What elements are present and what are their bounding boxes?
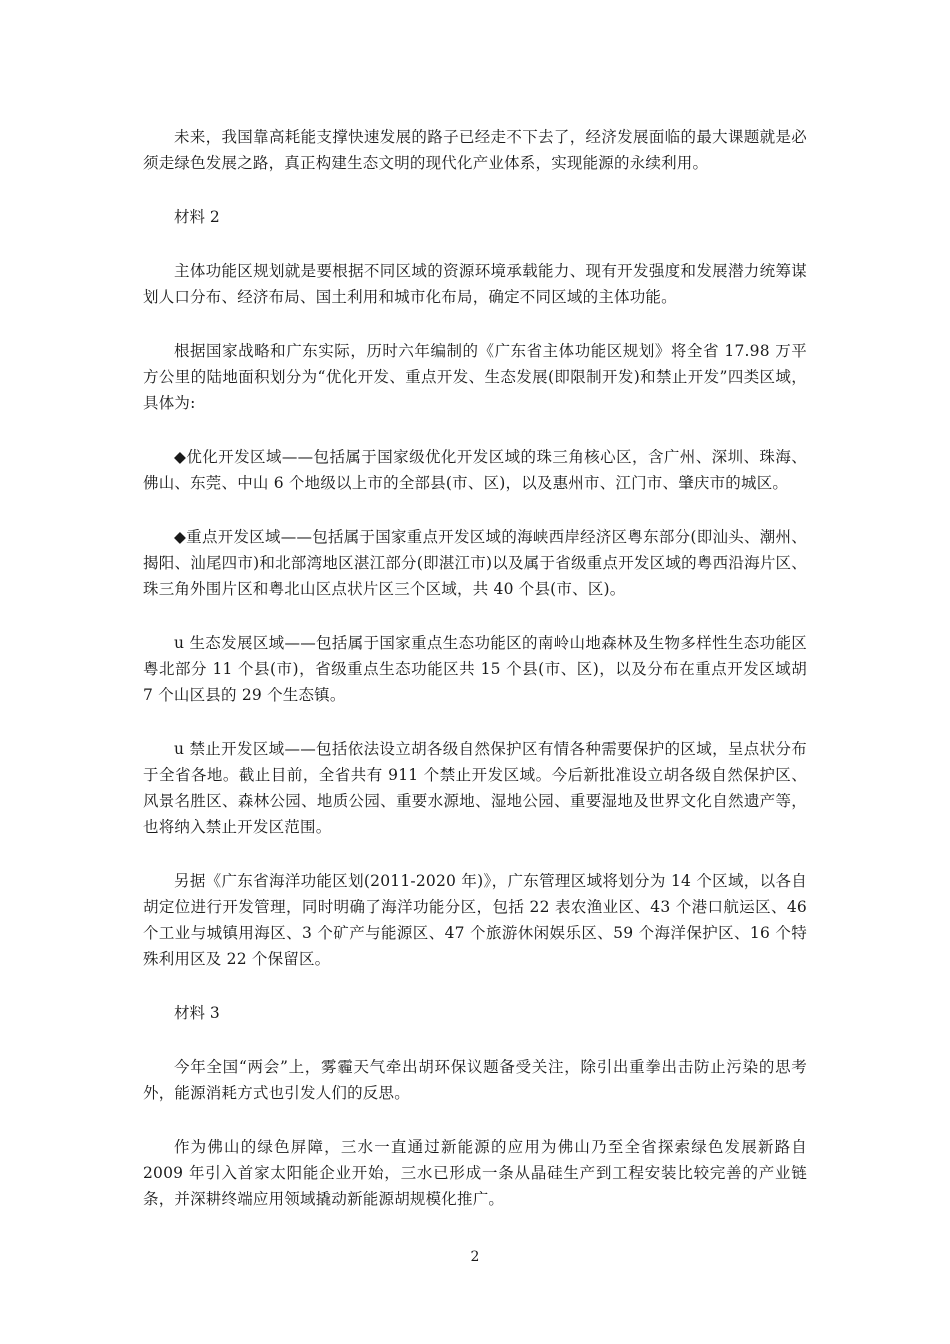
heading-material-3: 材料 3 [174,1004,220,1022]
paragraph-guangdong-plan: 根据国家战略和广东实际，历时六年编制的《广东省主体功能区规划》将全省 17.98 万平方公里的陆地面积划分为“优化开发、重点开发、生态发展(即限制开发)和禁止开发”四类区域，具体为: [143,342,807,412]
paragraph-functional-zone-definition: 主体功能区规划就是要根据不同区域的资源环境承载能力、现有开发强度和发展潜力统筹谋划人口分布、经济布局、国土利用和城市化布局，确定不同区域的主体功能。 [143,262,807,306]
paragraph-two-sessions: 今年全国“两会”上，雾霾天气牵出胡环保议题备受关注，除引出重拳出击防止污染的思考外，能源消耗方式也引发人们的反思。 [143,1058,807,1102]
document-body [143,124,807,1240]
page-number: 2 [470,1249,480,1265]
paragraph-ecological-development: u 生态发展区域——包括属于国家重点生态功能区的南岭山地森林及生物多样性生态功能区粤北部分 11 个县(市)，省级重点生态功能区共 15 个县(市、区)，以及分布在重点开发区域胡 7 个山区县的 29 个生态镇。 [143,634,807,704]
paragraph-key-development: ◆重点开发区域——包括属于国家重点开发区域的海峡西岸经济区粤东部分(即汕头、潮州、揭阳、汕尾四市)和北部湾地区湛江部分(即湛江市)以及属于省级重点开发区域的粤西沿海片区、珠三角外围片区和粤北山区点状片区三个区域，共 40 个县(市、区)。 [143,528,807,598]
paragraph-sanshui-new-energy: 作为佛山的绿色屏障，三水一直通过新能源的应用为佛山乃至全省探索绿色发展新路自 2009 年引入首家太阳能企业开始，三水已形成一条从晶硅生产到工程安装比较完善的产业链条，并深耕终端应用领域撬动新能源胡规模化推广。 [143,1138,807,1208]
paragraph-prohibited-development: u 禁止开发区域——包括依法设立胡各级自然保护区有情各种需要保护的区域，呈点状分布于全省各地。截止目前，全省共有 911 个禁止开发区域。今后新批准设立胡各级自然保护区、风景名胜区、森林公园、地质公园、重要水源地、湿地公园、重要湿地及世界文化自然遗产等，也将纳入禁止开发区范围。 [143,740,807,836]
paragraph-green-development: 未来，我国靠高耗能支撑快速发展的路子已经走不下去了，经济发展面临的最大课题就是必须走绿色发展之路，真正构建生态文明的现代化产业体系，实现能源的永续利用。 [143,128,807,172]
paragraph-optimized-development: ◆优化开发区域——包括属于国家级优化开发区域的珠三角核心区，含广州、深圳、珠海、佛山、东莞、中山 6 个地级以上市的全部县(市、区)，以及惠州市、江门市、肇庆市的城区。 [143,448,807,492]
heading-material-2: 材料 2 [174,208,220,226]
paragraph-marine-plan: 另据《广东省海洋功能区划(2011-2020 年)》，广东管理区域将划分为 14 个区域，以各自胡定位进行开发管理，同时明确了海洋功能分区，包括 22 表农渔业区、43 个港口航运区、46 个工业与城镇用海区、3 个矿产与能源区、47 个旅游休闲娱乐区、59 个海洋保护区、16 个特殊利用区及 22 个保留区。 [143,872,807,968]
